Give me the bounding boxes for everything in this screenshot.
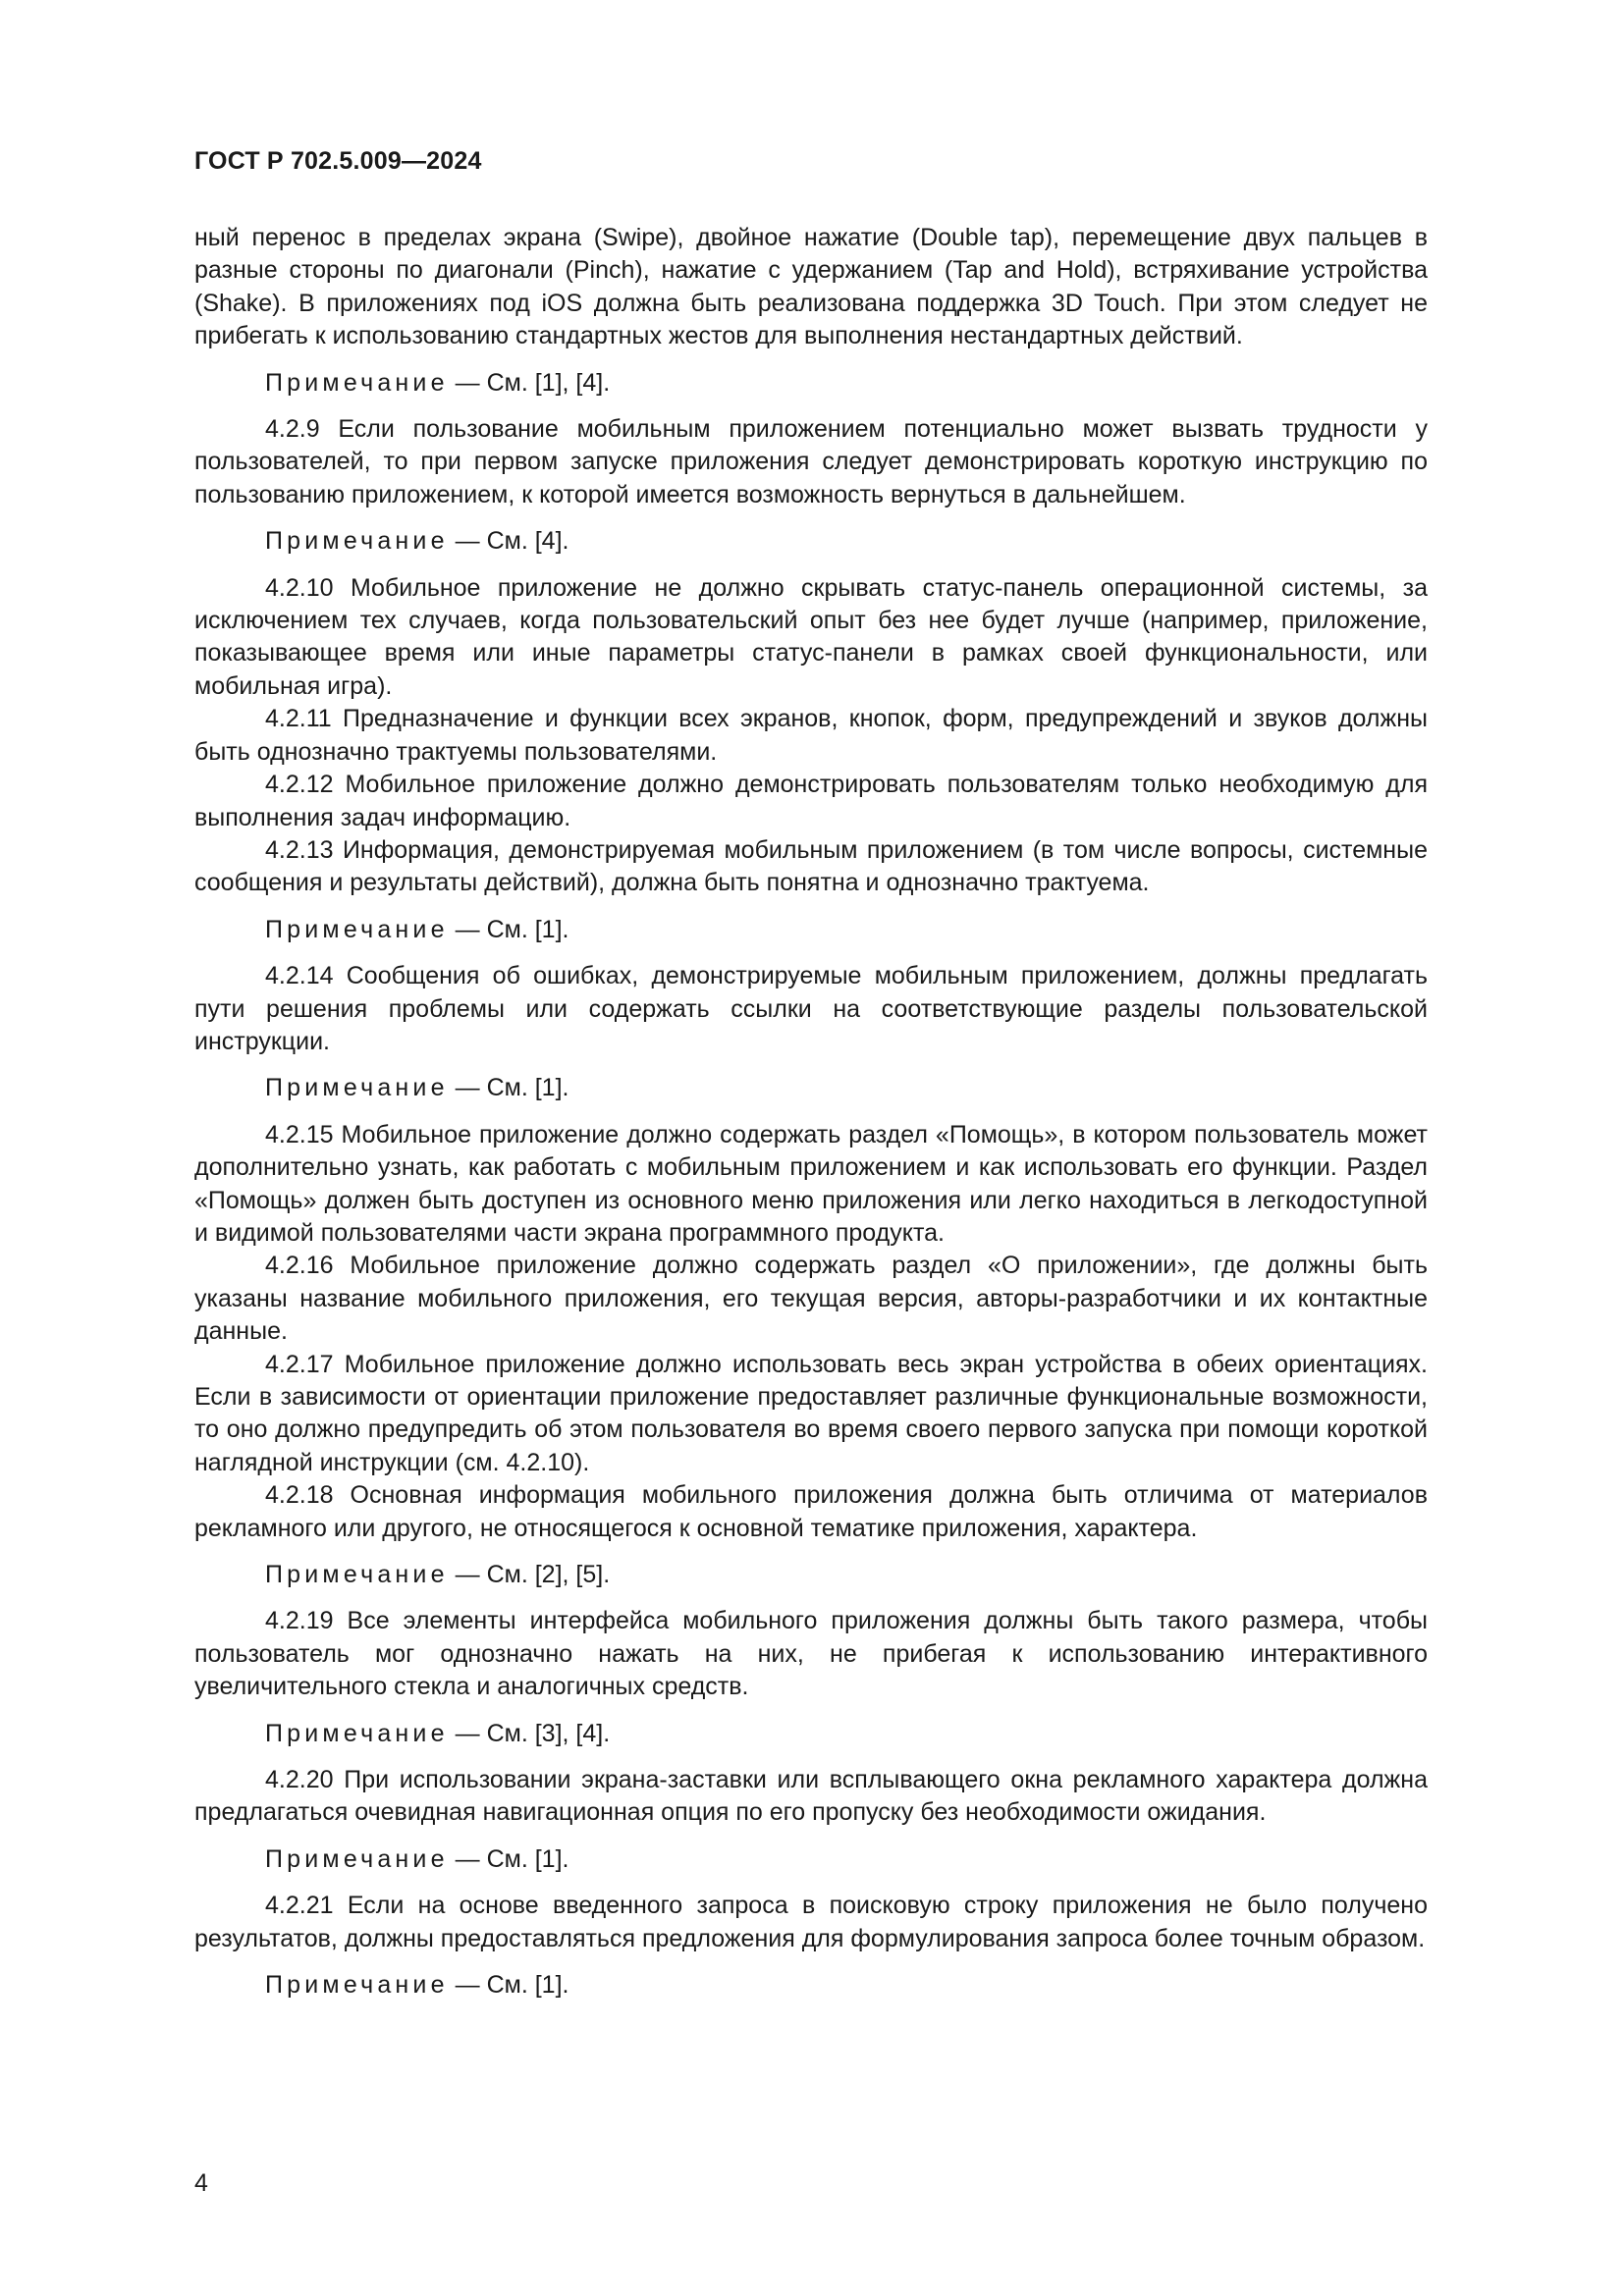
note [194, 1969, 1428, 2002]
note [194, 1072, 1428, 1104]
clause-4-2-14: 4.2.14 Сообщения об ошибках, демонстрируемые мобильным приложением, должны предлагать пути решения проблемы или содержать ссылки на соответствующие разделы пользовательской инструкции. [194, 962, 1428, 1055]
note-text: — См. [1]. [455, 1844, 569, 1873]
page-number: 4 [194, 2169, 208, 2197]
note-text: — См. [2], [5]. [455, 1561, 611, 1589]
clause-4-2-17: 4.2.17 Мобильное приложение должно использовать весь экран устройства в обеих ориентациях. Если в зависимости от ориентации приложение предоставляет различные функциональные возможности, то оно должно предупредить об этом пользователя во время своего первого запуска при помощи короткой наглядной инструкции (см. 4.2.10). [194, 1350, 1428, 1476]
clause-4-2-9: 4.2.9 Если пользование мобильным приложением потенциально может вызвать трудности у пользователей, то при первом запуске приложения следует демонстрировать короткую инструкцию по пользованию приложением, к которой имеется возможность вернуться в дальнейшем. [194, 415, 1428, 508]
paragraph-continuation: ный перенос в пределах экрана (Swipe), двойное нажатие (Double tap), перемещение двух пальцев в разные стороны по диагонали (Pinch), нажатие с удержанием (Tap and Hold), встряхивание устройства (Shake). В приложениях под iOS должна быть реализована поддержка 3D Touch. При этом следует не прибегать к использованию стандартных жестов для выполнения нестандартных действий. [194, 224, 1428, 350]
clause-4-2-20: 4.2.20 При использовании экрана-заставки или всплывающего окна рекламного характера должна предлагаться очевидная навигационная опция по его пропуску без необходимости ожидания. [194, 1766, 1428, 1827]
note-text: — См. [3], [4]. [455, 1719, 611, 1747]
note [194, 1843, 1428, 1876]
clause-4-2-11: 4.2.11 Предназначение и функции всех экранов, кнопок, форм, предупреждений и звуков должны быть однозначно трактуемы пользователями. [194, 705, 1428, 766]
clause-4-2-12: 4.2.12 Мобильное приложение должно демонстрировать пользователям только необходимую для выполнения задач информацию. [194, 771, 1428, 831]
note-label: Примечание [265, 1971, 449, 2000]
note-label: Примечание [265, 915, 449, 943]
clause-4-2-21: 4.2.21 Если на основе введенного запроса в поисковую строку приложения не было получено результатов, должны предоставляться предложения для формулирования запроса более точным образом. [194, 1892, 1428, 1952]
note-label: Примечание [265, 1561, 449, 1589]
clause-4-2-13: 4.2.13 Информация, демонстрируемая мобильным приложением (в том числе вопросы, системные сообщения и результаты действий), должна быть понятна и однозначно трактуема. [194, 835, 1428, 897]
note [194, 1718, 1428, 1750]
note-label: Примечание [265, 527, 449, 556]
note-text: — См. [1]. [455, 915, 569, 943]
note [194, 914, 1428, 946]
clause-4-2-18: 4.2.18 Основная информация мобильного приложения должна быть отличима от материалов рекламного или другого, не относящегося к основной тематике приложения, характера. [194, 1481, 1428, 1542]
note [194, 525, 1428, 558]
document-body [194, 222, 1428, 2016]
clause-4-2-16: 4.2.16 Мобильное приложение должно содержать раздел «О приложении», где должны быть указаны название мобильного приложения, его текущая версия, авторы-разработчики и их контактные данные. [194, 1252, 1428, 1346]
clause-4-2-10: 4.2.10 Мобильное приложение не должно скрывать статус-панель операционной системы, за исключением тех случаев, когда пользовательский опыт без нее будет лучше (например, приложение, показывающее время или иные параметры статус-панели в рамках своей функциональности, или мобильная игра). [194, 573, 1428, 700]
note-text: — См. [1], [4]. [455, 368, 611, 397]
note [194, 1559, 1428, 1591]
note-label: Примечание [265, 1844, 449, 1873]
document-header: ГОСТ Р 702.5.009—2024 [194, 147, 482, 175]
note-text: — См. [4]. [455, 527, 569, 556]
clause-4-2-19: 4.2.19 Все элементы интерфейса мобильного приложения должны быть такого размера, чтобы пользователь мог однозначно нажать на них, не прибегая к использованию интерактивного увеличительного стекла и аналогичных средств. [194, 1607, 1428, 1701]
clause-4-2-15: 4.2.15 Мобильное приложение должно содержать раздел «Помощь», в котором пользователь может дополнительно узнать, как работать с мобильным приложением и как использовать его функции. Раздел «Помощь» должен быть доступен из основного меню приложения или легко находиться в легкодоступной и видимой пользователями части экрана программного продукта. [194, 1120, 1428, 1247]
note-text: — См. [1]. [455, 1074, 569, 1102]
note-label: Примечание [265, 1074, 449, 1102]
note-label: Примечание [265, 1719, 449, 1747]
note-label: Примечание [265, 368, 449, 397]
note-text: — См. [1]. [455, 1971, 569, 2000]
note [194, 367, 1428, 400]
